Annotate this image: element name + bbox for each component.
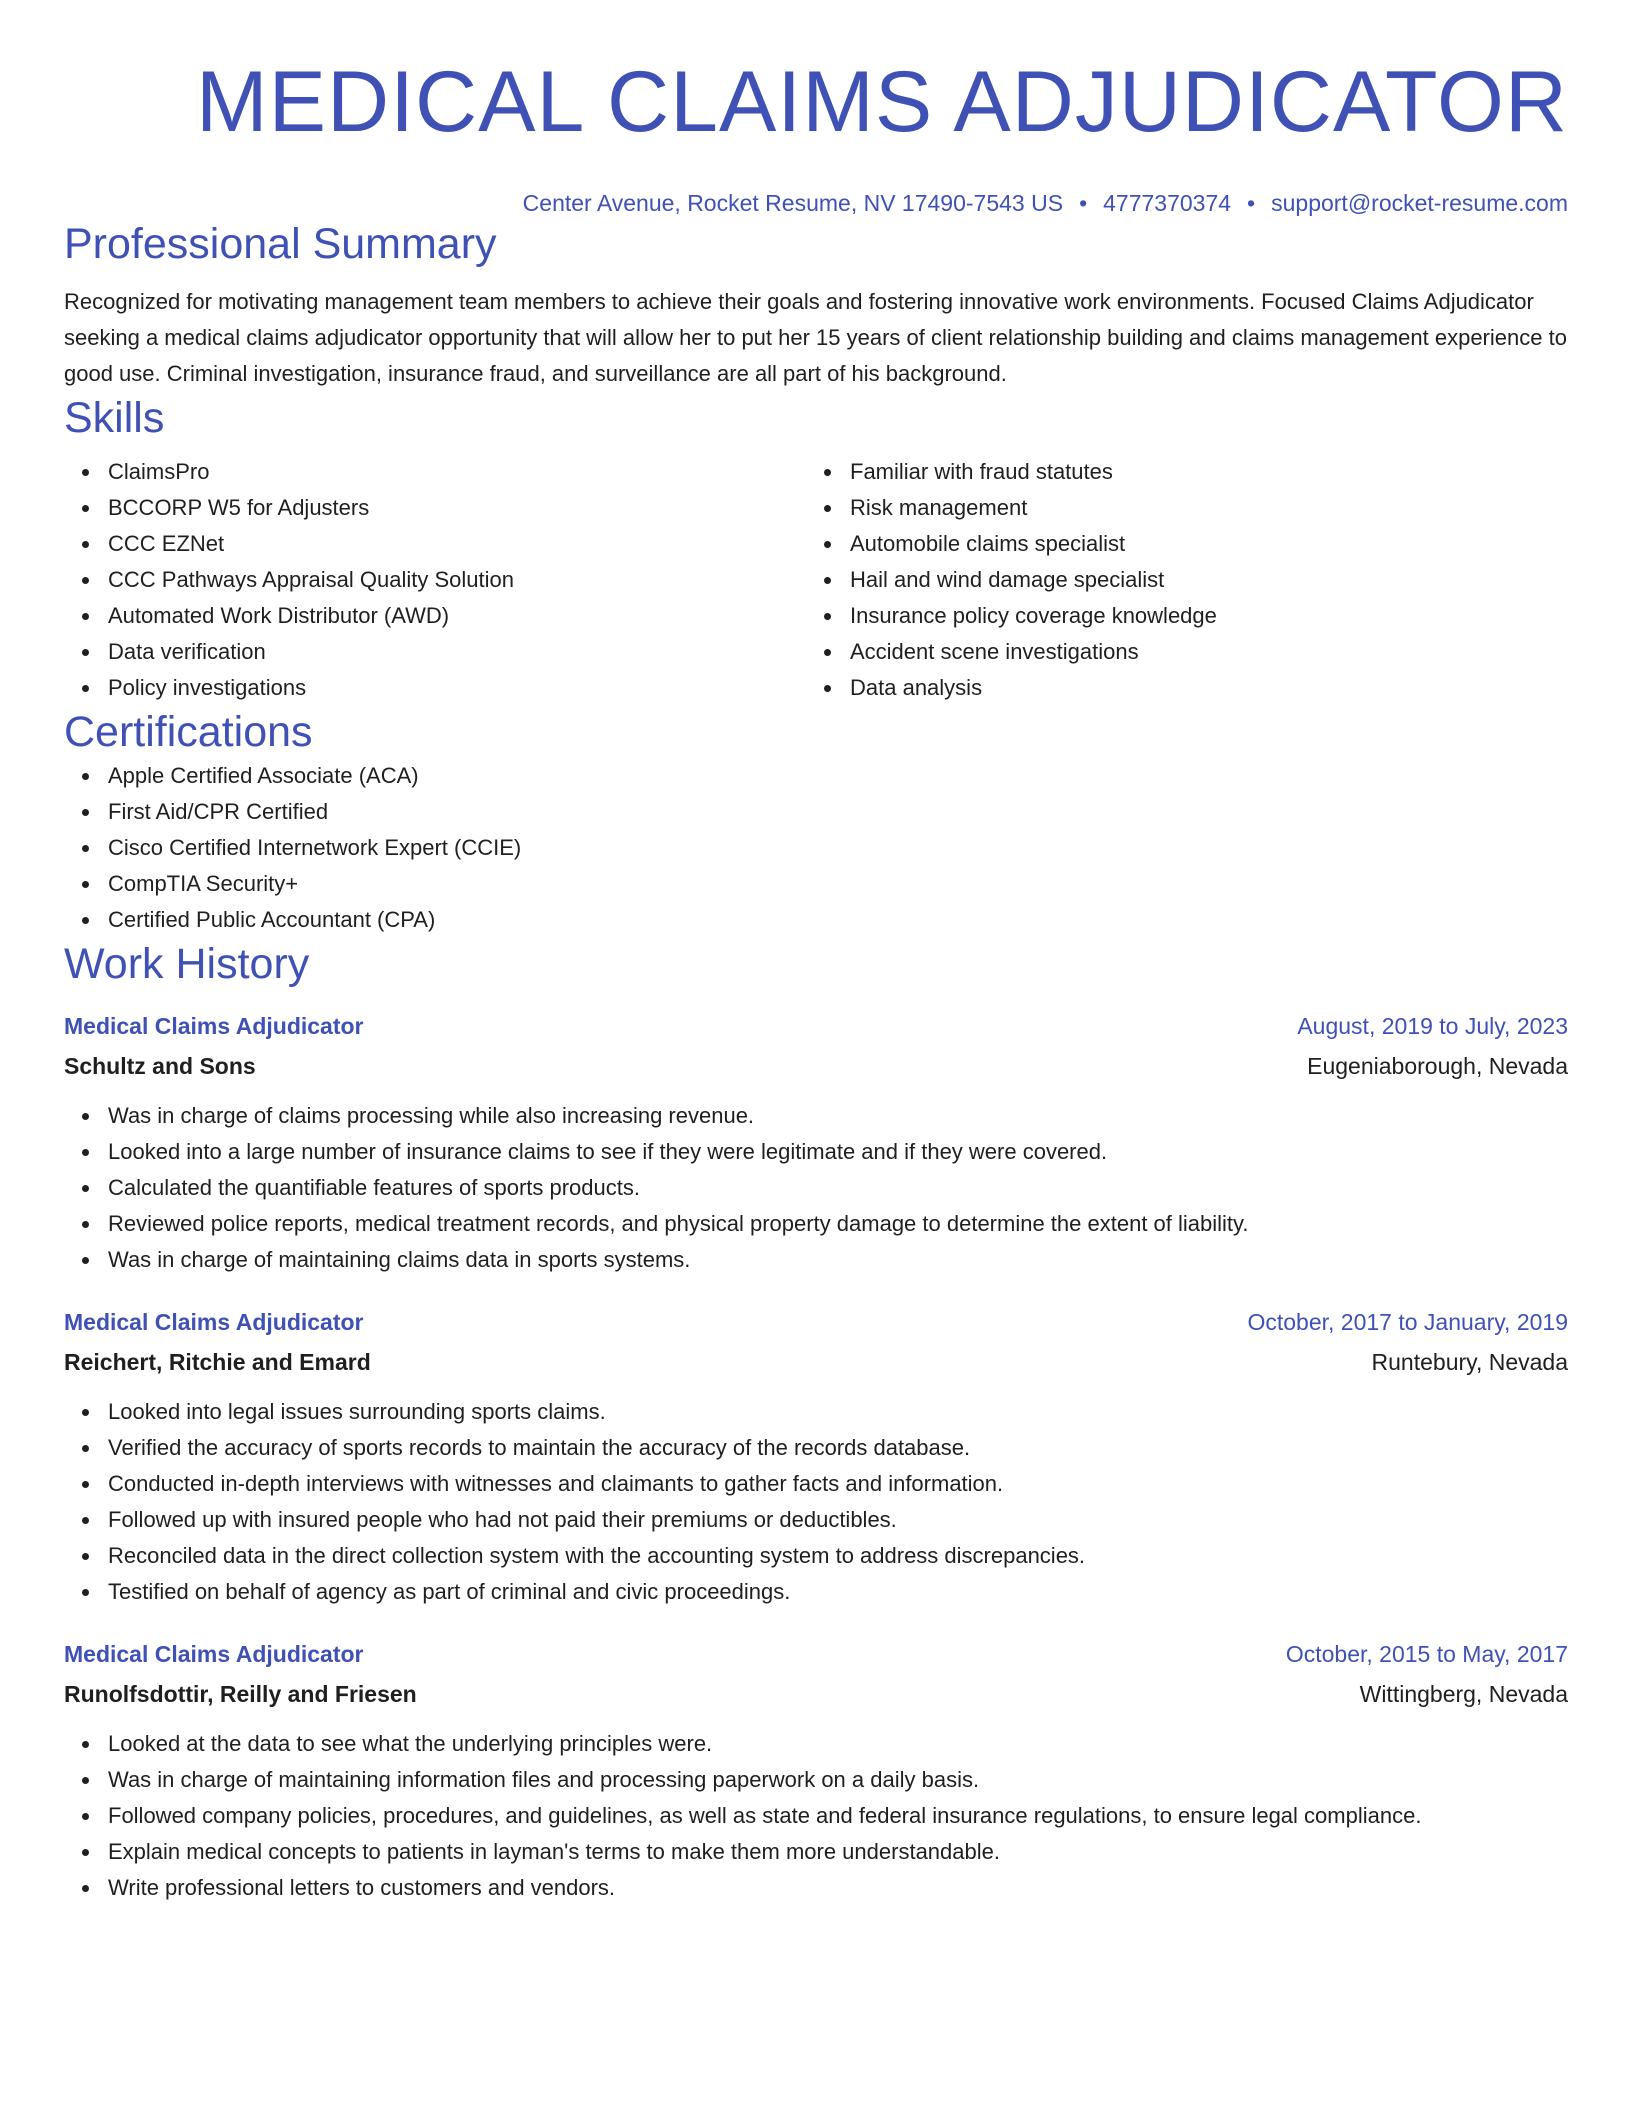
job-company-row bbox=[64, 1672, 1568, 1712]
skills-column-left bbox=[64, 454, 806, 706]
skill-item: Hail and wind damage specialist bbox=[806, 562, 1548, 598]
certification-item: CompTIA Security+ bbox=[64, 866, 1568, 902]
skills-column-right bbox=[806, 454, 1548, 706]
job-location: Eugeniaborough, Nevada bbox=[1307, 1053, 1568, 1079]
certifications-list bbox=[64, 758, 1568, 938]
job-bullet: Looked at the data to see what the underlying principles were. bbox=[64, 1726, 1568, 1762]
job-bullet: Explain medical concepts to patients in layman's terms to make them more understandable. bbox=[64, 1834, 1568, 1870]
skills-columns bbox=[64, 454, 1568, 706]
job-bullets bbox=[64, 1394, 1568, 1610]
skills-heading: Skills bbox=[64, 394, 165, 442]
job-title-row bbox=[64, 1304, 1568, 1340]
skill-item: CCC EZNet bbox=[64, 526, 806, 562]
contact-address: Center Avenue, Rocket Resume, NV 17490-7543 US bbox=[522, 190, 1064, 216]
skill-item: BCCORP W5 for Adjusters bbox=[64, 490, 806, 526]
job-title: Medical Claims Adjudicator bbox=[64, 1309, 364, 1335]
work-history-heading: Work History bbox=[64, 940, 310, 988]
certification-item: Cisco Certified Internetwork Expert (CCIE) bbox=[64, 830, 1568, 866]
skill-item: Data analysis bbox=[806, 670, 1548, 706]
job-bullet: Was in charge of maintaining claims data in sports systems. bbox=[64, 1242, 1568, 1278]
skill-item: Insurance policy coverage knowledge bbox=[806, 598, 1548, 634]
job-bullet: Conducted in-depth interviews with witnesses and claimants to gather facts and information. bbox=[64, 1466, 1568, 1502]
skill-item: Data verification bbox=[64, 634, 806, 670]
job-dates: October, 2015 to May, 2017 bbox=[1285, 1641, 1568, 1667]
job-bullets bbox=[64, 1098, 1568, 1278]
skills-list-right bbox=[806, 454, 1548, 706]
summary-text: Recognized for motivating management team members to achieve their goals and fostering innovative work environments. Focused Claims Adjudicator seeking a medical claims adjudicator opportunity that will allow her to put her 15 years of client relationship building and claims management experience to good use. Criminal investigation, insurance fraud, and surveillance are all part of his background. bbox=[64, 289, 1567, 386]
job-dates: October, 2017 to January, 2019 bbox=[1247, 1309, 1568, 1335]
job-bullet: Looked into legal issues surrounding sports claims. bbox=[64, 1394, 1568, 1430]
skill-item: Accident scene investigations bbox=[806, 634, 1548, 670]
skill-item: Risk management bbox=[806, 490, 1548, 526]
resume-header bbox=[64, 0, 1568, 218]
job-bullet: Was in charge of maintaining information files and processing paperwork on a daily basis. bbox=[64, 1762, 1568, 1798]
job-bullet: Was in charge of claims processing while also increasing revenue. bbox=[64, 1098, 1568, 1134]
job-bullet: Write professional letters to customers and vendors. bbox=[64, 1870, 1568, 1906]
job-company: Schultz and Sons bbox=[64, 1053, 256, 1079]
job-location: Wittingberg, Nevada bbox=[1359, 1681, 1568, 1707]
job-entry bbox=[64, 1636, 1568, 1906]
job-title: Medical Claims Adjudicator bbox=[64, 1013, 364, 1039]
job-company: Runolfsdottir, Reilly and Friesen bbox=[64, 1681, 417, 1707]
certification-item: Certified Public Accountant (CPA) bbox=[64, 902, 1568, 938]
certifications-heading: Certifications bbox=[64, 708, 313, 756]
job-bullet: Followed company policies, procedures, and guidelines, as well as state and federal insurance regulations, to ensure legal compliance. bbox=[64, 1798, 1568, 1834]
skill-item: CCC Pathways Appraisal Quality Solution bbox=[64, 562, 806, 598]
job-bullets bbox=[64, 1726, 1568, 1906]
job-bullet: Calculated the quantifiable features of sports products. bbox=[64, 1170, 1568, 1206]
contact-line bbox=[64, 188, 1568, 218]
job-title-row bbox=[64, 1636, 1568, 1672]
job-entry bbox=[64, 1008, 1568, 1278]
job-bullet: Looked into a large number of insurance claims to see if they were legitimate and if they were covered. bbox=[64, 1134, 1568, 1170]
job-bullet: Testified on behalf of agency as part of criminal and civic proceedings. bbox=[64, 1574, 1568, 1610]
resume-name: MEDICAL CLAIMS ADJUDICATOR bbox=[196, 54, 1568, 150]
job-entry bbox=[64, 1304, 1568, 1610]
job-title: Medical Claims Adjudicator bbox=[64, 1641, 364, 1667]
summary-heading: Professional Summary bbox=[64, 220, 497, 268]
skill-item: Policy investigations bbox=[64, 670, 806, 706]
job-bullet: Reconciled data in the direct collection system with the accounting system to address discrepancies. bbox=[64, 1538, 1568, 1574]
job-company: Reichert, Ritchie and Emard bbox=[64, 1349, 371, 1375]
skill-item: Automated Work Distributor (AWD) bbox=[64, 598, 806, 634]
certification-item: First Aid/CPR Certified bbox=[64, 794, 1568, 830]
skill-item: Familiar with fraud statutes bbox=[806, 454, 1548, 490]
job-title-row bbox=[64, 1008, 1568, 1044]
resume-page bbox=[64, 0, 1568, 1906]
job-bullet: Verified the accuracy of sports records to maintain the accuracy of the records database. bbox=[64, 1430, 1568, 1466]
job-company-row bbox=[64, 1044, 1568, 1084]
skill-item: Automobile claims specialist bbox=[806, 526, 1548, 562]
job-location: Runtebury, Nevada bbox=[1371, 1349, 1568, 1375]
skills-list-left bbox=[64, 454, 806, 706]
contact-phone: 4777370374 bbox=[1103, 190, 1232, 216]
contact-email[interactable]: support@rocket-resume.com bbox=[1271, 190, 1568, 216]
job-bullet: Reviewed police reports, medical treatment records, and physical property damage to determine the extent of liability. bbox=[64, 1206, 1568, 1242]
certification-item: Apple Certified Associate (ACA) bbox=[64, 758, 1568, 794]
contact-separator: • bbox=[1079, 190, 1088, 216]
job-dates: August, 2019 to July, 2023 bbox=[1297, 1013, 1568, 1039]
contact-separator: • bbox=[1247, 190, 1256, 216]
job-bullet: Followed up with insured people who had not paid their premiums or deductibles. bbox=[64, 1502, 1568, 1538]
job-company-row bbox=[64, 1340, 1568, 1380]
skill-item: ClaimsPro bbox=[64, 454, 806, 490]
